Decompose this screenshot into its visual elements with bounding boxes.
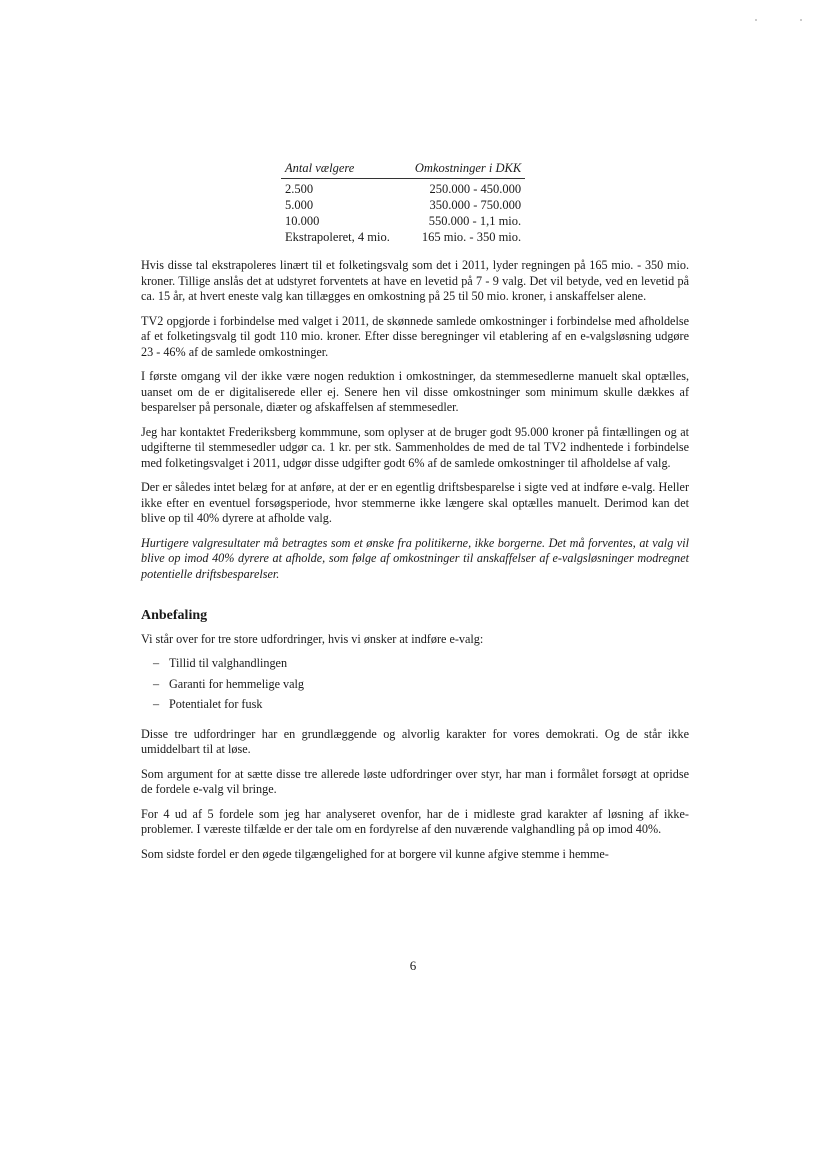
list-item-text: Tillid til valghandlingen xyxy=(169,656,288,670)
table-cell: 250.000 - 450.000 xyxy=(429,182,522,196)
paragraph: TV2 opgjorde i forbindelse med valget i 2011, de skønnede samlede omkostninger i forbindelse med afholdelse af et folketingsvalg til godt 110 mio. kroner. Efter disse beregninger vil etablering af en e-valgsløsning udgøre 23 - 46% af de samlede omkostninger. xyxy=(141,313,689,359)
paragraph: I første omgang vil der ikke være nogen reduktion i omkostninger, da stemmesedlerne manuelt skal optælles, uanset om de er digitaliserede eller ej. Senere hen vil disse omkostninger som minimum skulle dækkes af besparelser på personale, diæter og afskaffelsen af stemmesedler. xyxy=(141,369,689,414)
dash-bullet: – xyxy=(153,697,160,711)
paragraph: Hvis disse tal ekstrapoleres linært til et folketingsvalg som det i 2011, lyder regningen på 165 mio. - 350 mio. kroner. Tillige anslås det at udstyret forventets at have en levetid på 7 - 9 valg. Det vil betyde, ved en levetid på ca. 15 år, at hvert eneste valg kan tillægges en omkostning på 25 til 50 mio. kroner, i anskaffelser alene. xyxy=(141,258,689,303)
list-item xyxy=(153,656,689,672)
cost-table xyxy=(281,160,525,245)
challenge-list xyxy=(141,656,689,713)
paragraph: Som sidste fordel er den øgede tilgængelighed for at borgere vil kunne afgive stemme i hemme- xyxy=(141,846,609,861)
paragraph: For 4 ud af 5 fordele som jeg har analyseret ovenfor, har de i midleste grad karakter af løsning af ikke-problemer. I væreste tilfælde er der tale om en fordyrelse af den nuværende valghandling på op imod 40%. xyxy=(141,806,689,836)
list-item xyxy=(153,697,689,713)
italic-conclusion: Hurtigere valgresultater må betragtes som et ønske fra politikerne, ikke borgerne. Det må forventes, at valg vil blive op imod 40% dyrere at afholde, som følge af omkostninger til anskaffelser af e-valgsløsninger modregnet potentielle driftsbesparelser. xyxy=(141,535,689,581)
list-item xyxy=(153,677,689,693)
paragraph: Der er således intet belæg for at anføre, at der er en egentlig driftsbesparelse i sigte ved at indføre e-valg. Heller ikke efter en eventuel forsøgsperiode, hvor stemmerne ikke længere skal optælles manuelt. Derimod kan det blive op til 40% dyrere at afholde valg. xyxy=(141,480,689,525)
table-cell: 165 mio. - 350 mio. xyxy=(421,230,522,244)
table-cell: 350.000 - 750.000 xyxy=(429,198,522,212)
table-cell: 2.500 xyxy=(285,182,314,196)
table-cell: 550.000 - 1,1 mio. xyxy=(428,214,522,228)
list-item-text: Potentialet for fusk xyxy=(169,697,263,711)
table-row xyxy=(281,197,525,213)
paragraph: Jeg har kontaktet Frederiksberg kommmune, som oplyser at de bruger godt 95.000 kroner på fintællingen og at udgifterne til stemmesedler udgør ca. 1 kr. per stk. Sammenholdes de med de tal TV2 indhentede i forbindelse med folketingsvalget i 2011, udgør disse udgifter godt 6% af de samlede omkostninger til afholdelse af valg. xyxy=(141,424,689,470)
paragraph: Vi står over for tre store udfordringer, hvis vi ønsker at indføre e-valg: xyxy=(141,631,484,646)
scan-speck xyxy=(755,19,757,21)
scan-speck xyxy=(800,19,802,21)
paragraph: Som argument for at sætte disse tre allerede løste udfordringer over styr, har man i formålet forsøgt at opridse de fordele e-valg vil bringe. xyxy=(141,766,689,796)
page-number: 6 xyxy=(409,958,417,973)
table-cell: Ekstrapoleret, 4 mio. xyxy=(285,230,390,244)
body-text xyxy=(141,258,689,871)
column-header-costs: Omkostninger i DKK xyxy=(414,161,522,175)
table-row xyxy=(281,213,525,229)
table-row xyxy=(281,179,525,198)
dash-bullet: – xyxy=(153,656,160,670)
list-item-text: Garanti for hemmelige valg xyxy=(169,676,305,691)
table-header-row xyxy=(281,160,525,179)
table-row xyxy=(281,229,525,245)
dash-bullet: – xyxy=(153,676,160,691)
paragraph: Disse tre udfordringer har en grundlæggende og alvorlig karakter for vores demokrati. Og de står ikke umiddelbart til at løse. xyxy=(141,726,689,756)
section-heading: Anbefaling xyxy=(141,608,208,623)
table-cell: 5.000 xyxy=(285,198,314,212)
column-header-voters: Antal vælgere xyxy=(285,161,355,175)
table-cell: 10.000 xyxy=(285,214,320,228)
